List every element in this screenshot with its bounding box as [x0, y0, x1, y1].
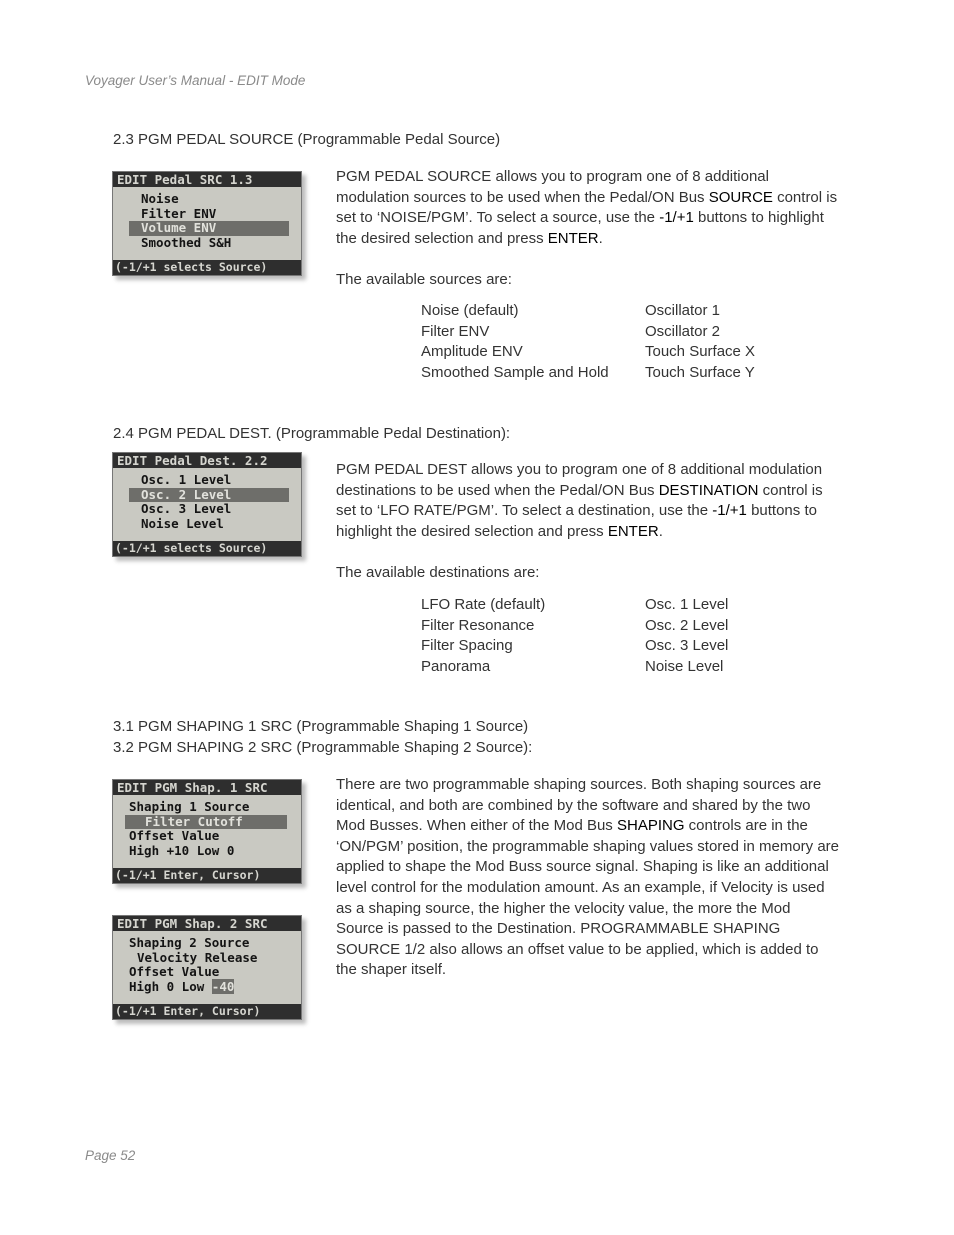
- paragraph-shaping: There are two programmable shaping sources. Both shaping sources are identical, and both are combined by the software and shared by the two Mod Busses. When either of the Mod Bus SHAPING controls are in the ‘ON/PGM’ position, the programmable shaping values stored in memory are applied to shape the Mod Buss source signal. Shaping is like an additional level control for the modulation amount. As an example, if Velocity is used as a shaping source, the higher the velocity value, the more the Mod Source is passed to the Destination. PROGRAMMABLE SHAPING SOURCE 1/2 also allows an offset value to be applied, which is added to the shaper itself.: [336, 776, 839, 979]
- lcd-line: Velocity Release: [137, 949, 258, 965]
- lcd-line-selected: Filter Cutoff: [125, 815, 287, 830]
- sources-list-col2: [645, 301, 755, 383]
- lcd-line-selected: Osc. 2 Level: [129, 488, 289, 503]
- list-item: Filter ENV: [421, 322, 490, 340]
- lcd-line: Shaping 2 Source: [129, 935, 250, 950]
- destinations-list-col1: [421, 595, 545, 677]
- lcd-title: EDIT PGM Shap. 1 SRC: [113, 780, 301, 795]
- destinations-list-col2: [645, 595, 728, 677]
- list-item: Touch Surface Y: [645, 363, 755, 381]
- lcd-pedal-dest: [112, 452, 302, 557]
- lcd-line: Osc. 1 Level: [141, 472, 232, 487]
- lcd-line: Noise Level: [141, 515, 224, 531]
- lcd-line: Offset Value: [129, 964, 220, 979]
- running-header: Voyager User’s Manual - EDIT Mode: [85, 73, 306, 88]
- section-heading-2-3: 2.3 PGM PEDAL SOURCE (Programmable Pedal Source): [113, 131, 501, 148]
- list-item: Osc. 1 Level: [645, 596, 729, 613]
- lcd-bottom-bar: (-1/+1 selects Source): [113, 260, 301, 275]
- list-item: Osc. 3 Level: [645, 637, 729, 655]
- list-item: Touch Surface X: [645, 343, 756, 361]
- lcd-bottom-bar: (-1/+1 Enter, Cursor): [113, 868, 301, 883]
- sources-list-col1: [421, 301, 609, 383]
- list-item: Osc. 2 Level: [645, 616, 729, 634]
- lcd-line: Smoothed S&H: [141, 234, 232, 250]
- lcd-line: Offset Value: [129, 828, 220, 843]
- lcd-line: Filter ENV: [141, 205, 217, 221]
- list-item: Smoothed Sample and Hold: [421, 363, 609, 381]
- list-item: Noise Level: [645, 657, 724, 675]
- list-item: Oscillator 2: [645, 322, 721, 340]
- page-number: Page 52: [85, 1148, 136, 1163]
- section-heading-2-4: 2.4 PGM PEDAL DEST. (Programmable Pedal Destination):: [113, 425, 511, 442]
- lcd-shaping-1: [112, 779, 302, 884]
- lcd-line: Noise: [141, 191, 179, 206]
- lcd-title: EDIT Pedal SRC 1.3: [113, 172, 301, 187]
- lcd-line: Shaping 1 Source: [129, 799, 250, 814]
- section-heading-3-2: 3.2 PGM SHAPING 2 SRC (Programmable Shaping 2 Source):: [113, 739, 533, 756]
- list-item: LFO Rate (default): [421, 596, 546, 613]
- destinations-intro: The available destinations are:: [336, 564, 540, 581]
- list-item: Filter Spacing: [421, 637, 513, 655]
- lcd-shaping-2: [112, 915, 302, 1020]
- section-heading-3-1: 3.1 PGM SHAPING 1 SRC (Programmable Shaping 1 Source): [113, 718, 529, 735]
- list-item: Amplitude ENV: [421, 343, 523, 361]
- list-item: Filter Resonance: [421, 616, 535, 634]
- lcd-bottom-bar: (-1/+1 selects Source): [113, 541, 301, 556]
- lcd-line-selected: Volume ENV: [129, 221, 289, 236]
- paragraph-pedal-dest: PGM PEDAL DEST allows you to program one of 8 additional modulation destinations to be used when the Pedal/ON Bus DESTINATION control is set to ‘LFO RATE/PGM’. To select a destination, use the -1/+1 buttons to highlight the desired selection and press ENTER.: [336, 461, 823, 540]
- lcd-title: EDIT Pedal Dest. 2.2: [113, 453, 301, 468]
- list-item: Panorama: [421, 657, 491, 675]
- lcd-line: Osc. 3 Level: [141, 501, 232, 516]
- lcd-line: High +10 Low 0: [129, 842, 235, 858]
- sources-intro: The available sources are:: [336, 271, 512, 288]
- lcd-line: High 0 Low -40: [129, 978, 235, 994]
- lcd-pedal-source: [112, 171, 302, 276]
- lcd-title: EDIT PGM Shap. 2 SRC: [113, 916, 301, 931]
- paragraph-pedal-source: PGM PEDAL SOURCE allows you to program one of 8 additional modulation sources to be used when the Pedal/ON Bus SOURCE control is set to ‘NOISE/PGM’. To select a source, use the -1/+1 buttons to highlight the desired selection and press ENTER.: [336, 168, 838, 247]
- list-item: Noise (default): [421, 302, 519, 319]
- list-item: Oscillator 1: [645, 302, 721, 319]
- lcd-bottom-bar: (-1/+1 Enter, Cursor): [113, 1004, 301, 1019]
